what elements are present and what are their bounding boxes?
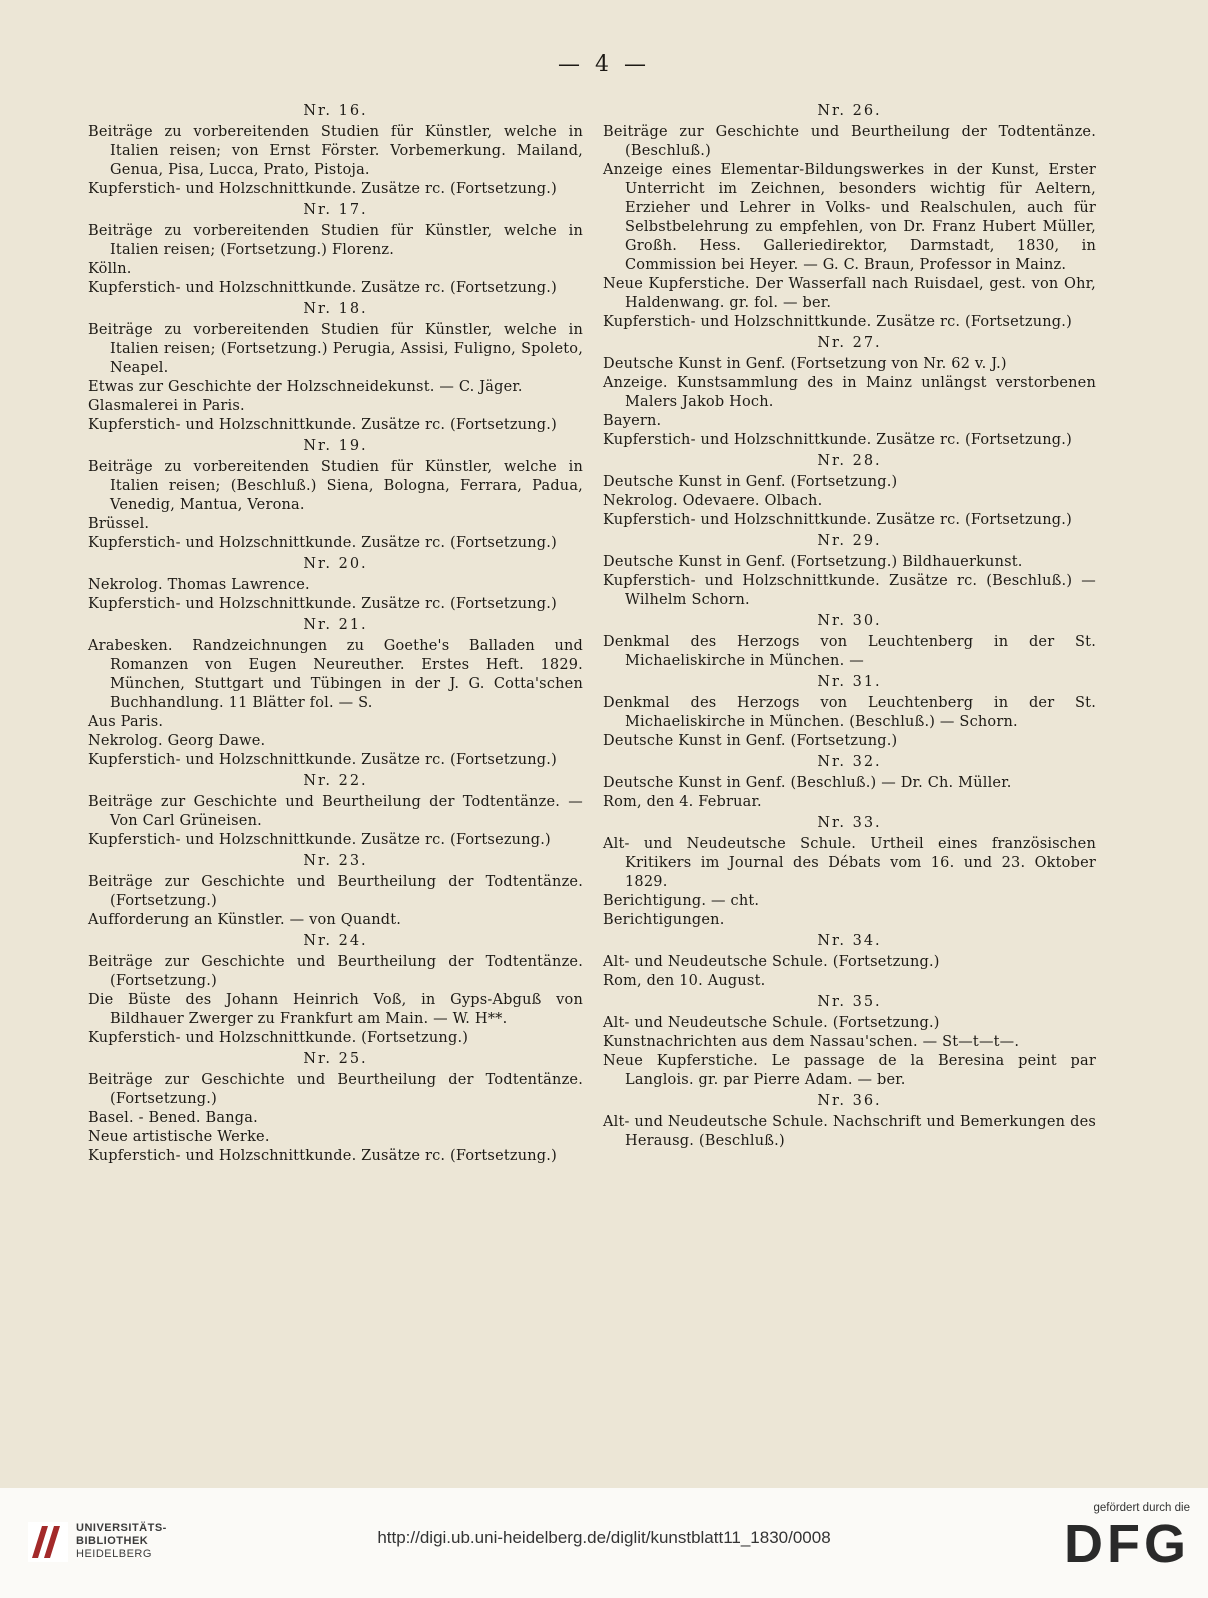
funder-block xyxy=(1064,1502,1190,1574)
issue-block xyxy=(603,814,1096,930)
toc-entry: Kupferstich- und Holzschnittkunde. Zusätze rc. (Fortsetzung.) xyxy=(603,314,1072,330)
toc-entry: Etwas zur Geschichte der Holzschneidekunst. — C. Jäger. xyxy=(88,379,523,395)
issue-block xyxy=(603,673,1096,751)
issue-number: Nr. 32. xyxy=(817,754,882,770)
toc-entry: Nekrolog. Georg Dawe. xyxy=(88,733,266,749)
toc-entry: Bayern. xyxy=(603,413,662,429)
issue-number: Nr. 21. xyxy=(303,617,368,633)
toc-entry: Kupferstich- und Holzschnittkunde. Zusätze rc. (Fortsetzung.) xyxy=(603,432,1072,448)
issue-number: Nr. 19. xyxy=(303,438,368,454)
toc-entry: Alt- und Neudeutsche Schule. Urtheil eines französischen Kritikers im Journal des Débats vom 16. und 23. Oktober 1829. xyxy=(603,836,1096,890)
issue-block xyxy=(603,1092,1096,1151)
toc-entry: Deutsche Kunst in Genf. (Beschluß.) — Dr. Ch. Müller. xyxy=(603,775,1012,791)
funder-label: gefördert durch die xyxy=(1093,1502,1190,1514)
issue-number: Nr. 23. xyxy=(303,853,368,869)
issue-block xyxy=(88,932,583,1048)
toc-entry: Neue Kupferstiche. Der Wasserfall nach Ruisdael, gest. von Ohr, Haldenwang. gr. fol. — ber. xyxy=(603,276,1096,311)
issue-block xyxy=(88,852,583,930)
library-line-1: UNIVERSITÄTS- xyxy=(76,1522,167,1534)
toc-entry: Denkmal des Herzogs von Leuchtenberg in der St. Michaeliskirche in München. (Beschluß.) — Schorn. xyxy=(603,695,1096,730)
issue-block xyxy=(603,102,1096,332)
toc-entry: Aufforderung an Künstler. — von Quandt. xyxy=(88,912,402,928)
issue-number: Nr. 18. xyxy=(303,301,368,317)
toc-entry: Beiträge zu vorbereitenden Studien für Künstler, welche in Italien reisen; von Ernst Förster. Vorbemerkung. Mailand, Genua, Pisa, Lucca, Prato, Pistoja. xyxy=(88,124,583,178)
issue-number: Nr. 27. xyxy=(817,335,882,351)
issue-number: Nr. 22. xyxy=(303,773,368,789)
issue-number: Nr. 28. xyxy=(817,453,882,469)
issue-block xyxy=(88,102,583,199)
permalink-url[interactable]: http://digi.ub.uni-heidelberg.de/diglit/kunstblatt11_1830/0008 xyxy=(377,1528,831,1547)
issue-number: Nr. 30. xyxy=(817,613,882,629)
toc-entry: Anzeige. Kunstsammlung des in Mainz unlängst verstorbenen Malers Jakob Hoch. xyxy=(603,375,1096,410)
toc-entry: Basel. - Bened. Banga. xyxy=(88,1110,258,1126)
toc-entry: Kupferstich- und Holzschnittkunde. Zusätze rc. (Fortsetzung.) xyxy=(88,752,557,768)
toc-entry: Beiträge zu vorbereitenden Studien für Künstler, welche in Italien reisen; (Fortsetzung.) Perugia, Assisi, Fuligno, Spoleto, Neapel. xyxy=(88,322,583,376)
issue-number: Nr. 26. xyxy=(817,103,882,119)
toc-entry: Beiträge zu vorbereitenden Studien für Künstler, welche in Italien reisen; (Beschluß.) Siena, Bologna, Ferrara, Padua, Venedig, Mantua, Verona. xyxy=(88,459,583,513)
issue-number: Nr. 29. xyxy=(817,533,882,549)
library-line-2: BIBLIOTHEK xyxy=(76,1535,149,1547)
issue-number: Nr. 36. xyxy=(817,1093,882,1109)
toc-entry: Kupferstich- und Holzschnittkunde. Zusätze rc. (Fortsetzung.) xyxy=(88,280,557,296)
toc-entry: Kupferstich- und Holzschnittkunde. Zusätze rc. (Fortsetzung.) xyxy=(88,181,557,197)
toc-entry: Kupferstich- und Holzschnittkunde. Zusätze rc. (Fortsetzung.) xyxy=(88,1148,557,1164)
toc-entry: Beiträge zur Geschichte und Beurtheilung der Todtentänze. — Von Carl Grüneisen. xyxy=(88,794,583,829)
toc-entry: Deutsche Kunst in Genf. (Fortsetzung.) xyxy=(603,733,898,749)
toc-entry: Alt- und Neudeutsche Schule. Nachschrift und Bemerkungen des Herausg. (Beschluß.) xyxy=(603,1114,1096,1149)
toc-entry: Neue Kupferstiche. Le passage de la Beresina peint par Langlois. gr. par Pierre Adam. — ber. xyxy=(603,1053,1096,1088)
toc-entry: Kupferstich- und Holzschnittkunde. (Fortsetzung.) xyxy=(88,1030,469,1046)
issue-number: Nr. 35. xyxy=(817,994,882,1010)
toc-entry: Beiträge zur Geschichte und Beurtheilung der Todtentänze. (Beschluß.) xyxy=(603,124,1096,159)
toc-entry: Kupferstich- und Holzschnittkunde. Zusätze rc. (Beschluß.) — Wilhelm Schorn. xyxy=(603,573,1096,608)
issue-block xyxy=(603,612,1096,671)
toc-entry: Kunstnachrichten aus dem Nassau'schen. — St—t—t—. xyxy=(603,1034,1020,1050)
toc-entry: Beiträge zur Geschichte und Beurtheilung der Todtentänze. (Fortsetzung.) xyxy=(88,1072,583,1107)
issue-block xyxy=(603,753,1096,812)
toc-entry: Brüssel. xyxy=(88,516,150,532)
issue-number: Nr. 17. xyxy=(303,202,368,218)
toc-entry: Alt- und Neudeutsche Schule. (Fortsetzung.) xyxy=(603,1015,940,1031)
issue-block xyxy=(88,1050,583,1166)
toc-entry: Beiträge zu vorbereitenden Studien für Künstler, welche in Italien reisen; (Fortsetzung.) Florenz. xyxy=(88,223,583,258)
right-column xyxy=(603,102,1096,1153)
toc-entry: Rom, den 4. Februar. xyxy=(603,794,762,810)
left-column xyxy=(88,102,583,1168)
viewer-footer xyxy=(0,1488,1208,1598)
issue-number: Nr. 34. xyxy=(817,933,882,949)
toc-entry: Die Büste des Johann Heinrich Voß, in Gyps-Abguß von Bildhauer Zwerger zu Frankfurt am Main. — W. H**. xyxy=(88,992,583,1027)
issue-block xyxy=(603,993,1096,1090)
issue-number: Nr. 33. xyxy=(817,815,882,831)
issue-block xyxy=(88,437,583,553)
toc-entry: Nekrolog. Odevaere. Olbach. xyxy=(603,493,823,509)
toc-entry: Beiträge zur Geschichte und Beurtheilung der Todtentänze. (Fortsetzung.) xyxy=(88,954,583,989)
toc-entry: Neue artistische Werke. xyxy=(88,1129,270,1145)
toc-entry: Denkmal des Herzogs von Leuchtenberg in der St. Michaeliskirche in München. — xyxy=(603,634,1096,669)
toc-entry: Glasmalerei in Paris. xyxy=(88,398,245,414)
issue-block xyxy=(603,334,1096,450)
toc-entry: Berichtigung. — cht. xyxy=(603,893,760,909)
library-line-3: HEIDELBERG xyxy=(76,1548,152,1560)
issue-number: Nr. 25. xyxy=(303,1051,368,1067)
toc-entry: Anzeige eines Elementar-Bildungswerkes in der Kunst, Erster Unterricht im Zeichnen, besonders wichtig für Aeltern, Erzieher und Lehrer in Volks- und Realschulen, auch für Selbstbelehrung zu empfehlen, von Dr. Franz Hubert Müller, Großh. Hess. Galleriedirektor, Darmstadt, 1830, in Commission bei Heyer. — G. C. Braun, Professor in Mainz. xyxy=(603,162,1096,273)
toc-entry: Kupferstich- und Holzschnittkunde. Zusätze rc. (Fortsetzung.) xyxy=(88,596,557,612)
toc-entry: Alt- und Neudeutsche Schule. (Fortsetzung.) xyxy=(603,954,940,970)
issue-block xyxy=(603,452,1096,530)
toc-entry: Kupferstich- und Holzschnittkunde. Zusätze rc. (Fortsetzung.) xyxy=(603,512,1072,528)
toc-entry: Aus Paris. xyxy=(88,714,164,730)
toc-entry: Kupferstich- und Holzschnittkunde. Zusätze rc. (Fortsetzung.) xyxy=(88,417,557,433)
toc-entry: Kupferstich- und Holzschnittkunde. Zusätze rc. (Fortsetzung.) xyxy=(88,535,557,551)
dfg-logo: DFG xyxy=(1064,1514,1190,1574)
issue-block xyxy=(88,616,583,770)
toc-entry: Rom, den 10. August. xyxy=(603,973,766,989)
issue-block xyxy=(603,532,1096,610)
toc-entry: Kupferstich- und Holzschnittkunde. Zusätze rc. (Fortsezung.) xyxy=(88,832,551,848)
toc-entry: Arabesken. Randzeichnungen zu Goethe's Balladen und Romanzen von Eugen Neureuther. Erstes Heft. 1829. München, Stuttgart und Tübingen in der J. G. Cotta'schen Buchhandlung. 11 Blätter fol. — S. xyxy=(88,638,583,711)
toc-entry: Deutsche Kunst in Genf. (Fortsetzung.) xyxy=(603,474,898,490)
issue-block xyxy=(88,201,583,298)
toc-entry: Beiträge zur Geschichte und Beurtheilung der Todtentänze. (Fortsetzung.) xyxy=(88,874,583,909)
toc-entry: Deutsche Kunst in Genf. (Fortsetzung.) Bildhauerkunst. xyxy=(603,554,1023,570)
issue-number: Nr. 31. xyxy=(817,674,882,690)
toc-entry: Berichtigungen. xyxy=(603,912,725,928)
issue-block xyxy=(603,932,1096,991)
page-number: — 4 — xyxy=(558,52,650,77)
issue-number: Nr. 24. xyxy=(303,933,368,949)
issue-number: Nr. 16. xyxy=(303,103,368,119)
toc-entry: Deutsche Kunst in Genf. (Fortsetzung von Nr. 62 v. J.) xyxy=(603,356,1007,372)
issue-block xyxy=(88,772,583,850)
toc-entry: Nekrolog. Thomas Lawrence. xyxy=(88,577,310,593)
issue-number: Nr. 20. xyxy=(303,556,368,572)
issue-block xyxy=(88,300,583,435)
toc-entry: Kölln. xyxy=(88,261,132,277)
issue-block xyxy=(88,555,583,614)
